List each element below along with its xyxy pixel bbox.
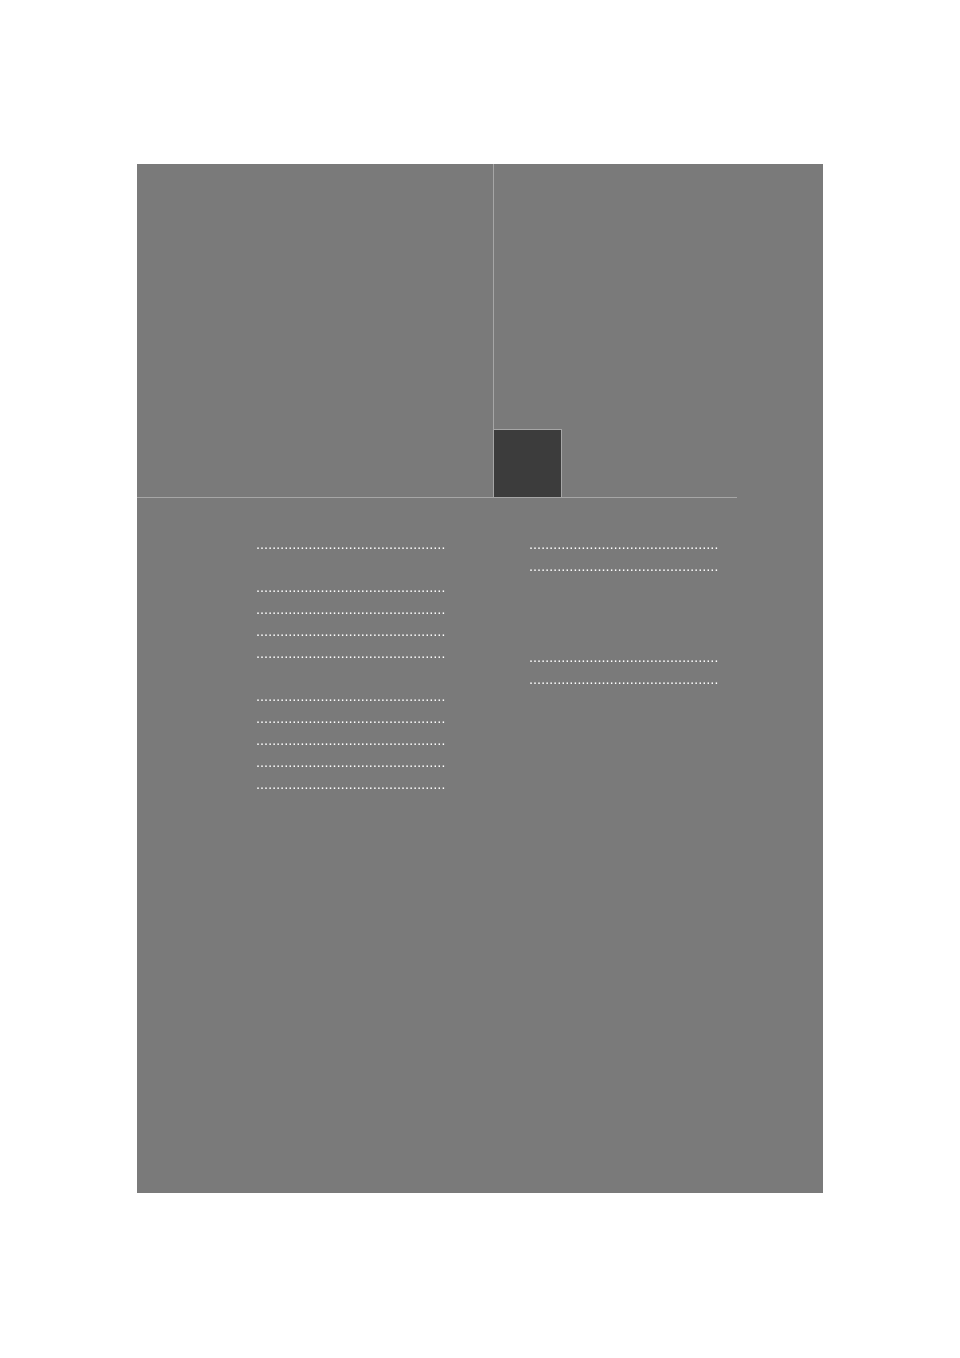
toc-entry-list <box>529 648 740 696</box>
toc-entry[interactable] <box>256 622 467 642</box>
toc-section <box>219 575 467 664</box>
toc-entry[interactable] <box>529 648 740 668</box>
toc-entry-label <box>529 648 718 668</box>
toc-entry[interactable] <box>256 687 467 707</box>
toc-entry[interactable] <box>256 731 467 751</box>
toc-entry-label <box>256 600 445 620</box>
toc-entry-list <box>256 578 467 664</box>
toc-section <box>492 620 740 625</box>
toc-entry-label <box>256 578 445 598</box>
toc-section <box>492 645 740 696</box>
toc-entry-label <box>256 731 445 751</box>
toc-entry[interactable] <box>256 753 467 773</box>
toc-entry-label <box>256 644 445 664</box>
toc-entry-label <box>529 535 718 555</box>
toc-entry[interactable] <box>256 535 467 555</box>
toc-entry-label <box>529 670 718 690</box>
horizontal-divider <box>137 497 737 498</box>
toc-entry-label <box>256 622 445 642</box>
vertical-divider <box>493 164 494 429</box>
toc-entry[interactable] <box>256 578 467 598</box>
toc-entry-label <box>256 775 445 795</box>
chapter-number-badge <box>493 429 562 497</box>
toc-section <box>492 597 740 600</box>
toc-section <box>219 532 467 555</box>
toc-entry-list <box>256 687 467 799</box>
toc-section <box>492 532 740 577</box>
toc-column-left <box>219 532 467 819</box>
toc-entry-list <box>256 535 467 555</box>
toc-entry[interactable] <box>529 670 740 690</box>
toc-entry[interactable] <box>256 600 467 620</box>
toc-entry[interactable] <box>256 775 467 795</box>
toc-entry[interactable] <box>256 644 467 664</box>
toc-entry-label <box>256 753 445 773</box>
toc-entry[interactable] <box>529 557 740 577</box>
toc-entry[interactable] <box>529 535 740 555</box>
toc-entry-label <box>256 709 445 729</box>
manual-page <box>137 164 823 1193</box>
toc-entry-list <box>529 623 740 625</box>
toc-entry-list <box>529 535 740 577</box>
toc-entry-label <box>256 535 445 555</box>
toc-entry-label <box>529 557 718 577</box>
toc-column-right <box>492 532 740 716</box>
toc-section <box>219 684 467 799</box>
toc-entry[interactable] <box>256 709 467 729</box>
toc-entry-label <box>256 687 445 707</box>
